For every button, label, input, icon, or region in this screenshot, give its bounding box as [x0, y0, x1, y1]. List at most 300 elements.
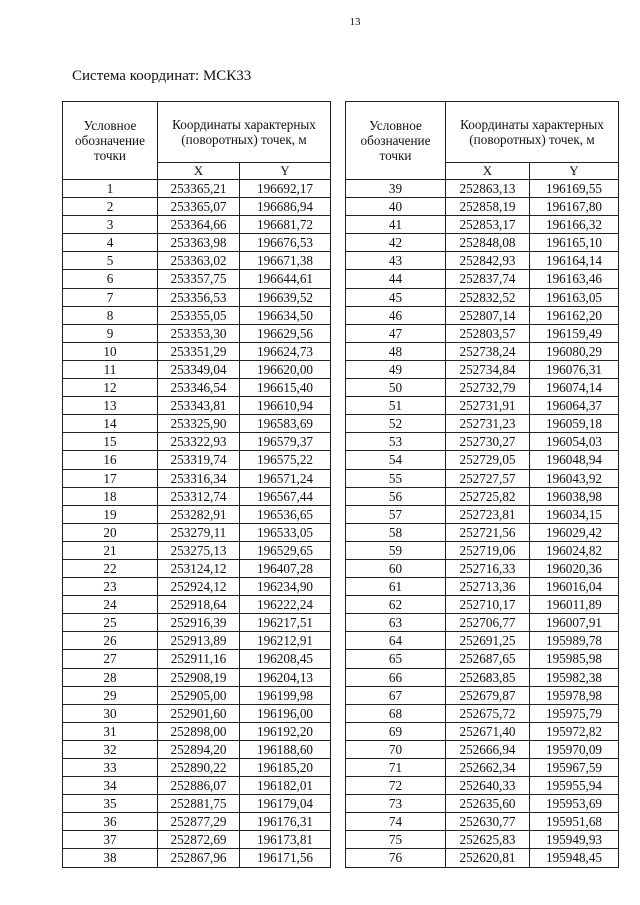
table-row	[346, 379, 619, 397]
table-row	[63, 614, 331, 632]
point-number-cell: 67	[346, 686, 446, 704]
point-number-cell: 17	[63, 469, 158, 487]
point-number-cell: 64	[346, 632, 446, 650]
y-coordinate-cell: 196188,60	[240, 740, 331, 758]
x-coordinate-cell: 253279,11	[158, 523, 240, 541]
point-number-cell: 37	[63, 831, 158, 849]
y-coordinate-cell: 196692,17	[240, 180, 331, 198]
x-coordinate-cell: 252640,33	[446, 777, 530, 795]
table-row	[346, 831, 619, 849]
x-coordinate-cell: 252863,13	[446, 180, 530, 198]
x-coordinate-cell: 252842,93	[446, 252, 530, 270]
x-coordinate-cell: 253319,74	[158, 451, 240, 469]
point-number-cell: 13	[63, 397, 158, 415]
point-number-cell: 5	[63, 252, 158, 270]
table-row	[346, 324, 619, 342]
x-coordinate-cell: 252719,06	[446, 541, 530, 559]
y-column-header: Y	[530, 163, 619, 180]
y-coordinate-cell: 196173,81	[240, 831, 331, 849]
y-coordinate-cell: 196533,05	[240, 523, 331, 541]
point-label-header: Условное обозначение точки	[346, 102, 446, 180]
point-number-cell: 40	[346, 198, 446, 216]
x-coordinate-cell: 253353,30	[158, 324, 240, 342]
coordinates-table-right-body	[346, 180, 619, 868]
point-number-cell: 34	[63, 777, 158, 795]
x-coordinate-cell: 252716,33	[446, 559, 530, 577]
point-number-cell: 55	[346, 469, 446, 487]
table-row	[63, 722, 331, 740]
y-coordinate-cell: 196217,51	[240, 614, 331, 632]
table-row	[63, 397, 331, 415]
x-coordinate-cell: 252620,81	[446, 849, 530, 867]
y-coordinate-cell: 196038,98	[530, 487, 619, 505]
y-coordinate-cell: 196671,38	[240, 252, 331, 270]
table-row	[346, 288, 619, 306]
table-row	[63, 360, 331, 378]
y-coordinate-cell: 195955,94	[530, 777, 619, 795]
x-coordinate-cell: 252683,85	[446, 668, 530, 686]
table-row	[346, 632, 619, 650]
y-coordinate-cell: 196629,56	[240, 324, 331, 342]
y-coordinate-cell: 196167,80	[530, 198, 619, 216]
table-row	[63, 578, 331, 596]
point-number-cell: 9	[63, 324, 158, 342]
x-coordinate-cell: 252635,60	[446, 795, 530, 813]
point-number-cell: 65	[346, 650, 446, 668]
x-coordinate-cell: 252691,25	[446, 632, 530, 650]
x-coordinate-cell: 252731,91	[446, 397, 530, 415]
y-coordinate-cell: 195953,69	[530, 795, 619, 813]
point-label-header: Условное обозначение точки	[63, 102, 158, 180]
y-coordinate-cell: 195967,59	[530, 759, 619, 777]
x-coordinate-cell: 252679,87	[446, 686, 530, 704]
y-coordinate-cell: 196610,94	[240, 397, 331, 415]
y-coordinate-cell: 196212,91	[240, 632, 331, 650]
y-coordinate-cell: 196059,18	[530, 415, 619, 433]
x-coordinate-cell: 253363,02	[158, 252, 240, 270]
y-coordinate-cell: 196567,44	[240, 487, 331, 505]
table-row	[63, 342, 331, 360]
x-coordinate-cell: 252727,57	[446, 469, 530, 487]
point-number-cell: 11	[63, 360, 158, 378]
x-coordinate-cell: 253343,81	[158, 397, 240, 415]
y-coordinate-cell: 195972,82	[530, 722, 619, 740]
table-row	[346, 342, 619, 360]
table-row	[346, 451, 619, 469]
x-coordinate-cell: 252905,00	[158, 686, 240, 704]
y-coordinate-cell: 196639,52	[240, 288, 331, 306]
y-coordinate-cell: 196634,50	[240, 306, 331, 324]
table-row	[346, 722, 619, 740]
x-coordinate-cell: 252713,36	[446, 578, 530, 596]
x-coordinate-cell: 252721,56	[446, 523, 530, 541]
y-coordinate-cell: 195948,45	[530, 849, 619, 867]
table-row	[63, 813, 331, 831]
x-coordinate-cell: 252706,77	[446, 614, 530, 632]
x-coordinate-cell: 252725,82	[446, 487, 530, 505]
table-row	[63, 505, 331, 523]
y-coordinate-cell: 196571,24	[240, 469, 331, 487]
y-coordinate-cell: 196074,14	[530, 379, 619, 397]
x-coordinate-cell: 253351,29	[158, 342, 240, 360]
y-coordinate-cell: 196165,10	[530, 234, 619, 252]
table-row	[346, 306, 619, 324]
point-number-cell: 26	[63, 632, 158, 650]
y-coordinate-cell: 196163,05	[530, 288, 619, 306]
point-number-cell: 7	[63, 288, 158, 306]
table-row	[346, 559, 619, 577]
point-number-cell: 58	[346, 523, 446, 541]
table-row	[346, 578, 619, 596]
x-coordinate-cell: 252710,17	[446, 596, 530, 614]
point-number-cell: 49	[346, 360, 446, 378]
y-coordinate-cell: 196054,03	[530, 433, 619, 451]
point-number-cell: 56	[346, 487, 446, 505]
y-coordinate-cell: 196234,90	[240, 578, 331, 596]
y-coordinate-cell: 196029,42	[530, 523, 619, 541]
point-number-cell: 3	[63, 216, 158, 234]
x-coordinate-cell: 252837,74	[446, 270, 530, 288]
x-coordinate-cell: 253365,21	[158, 180, 240, 198]
x-coordinate-cell: 252723,81	[446, 505, 530, 523]
x-coordinate-cell: 253282,91	[158, 505, 240, 523]
y-coordinate-cell: 195970,09	[530, 740, 619, 758]
point-number-cell: 66	[346, 668, 446, 686]
point-number-cell: 75	[346, 831, 446, 849]
y-coordinate-cell: 196034,15	[530, 505, 619, 523]
point-number-cell: 41	[346, 216, 446, 234]
y-coordinate-cell: 196162,20	[530, 306, 619, 324]
x-coordinate-cell: 252881,75	[158, 795, 240, 813]
point-number-cell: 33	[63, 759, 158, 777]
x-coordinate-cell: 253316,34	[158, 469, 240, 487]
table-row	[63, 433, 331, 451]
table-row	[63, 759, 331, 777]
y-coordinate-cell: 196064,37	[530, 397, 619, 415]
table-row	[63, 415, 331, 433]
x-coordinate-cell: 252662,34	[446, 759, 530, 777]
table-row	[346, 397, 619, 415]
point-number-cell: 61	[346, 578, 446, 596]
x-coordinate-cell: 252911,16	[158, 650, 240, 668]
x-coordinate-cell: 253357,75	[158, 270, 240, 288]
y-coordinate-cell: 195949,93	[530, 831, 619, 849]
y-coordinate-cell: 196536,65	[240, 505, 331, 523]
x-coordinate-cell: 253275,13	[158, 541, 240, 559]
point-number-cell: 74	[346, 813, 446, 831]
table-row	[346, 849, 619, 867]
table-row	[346, 487, 619, 505]
y-coordinate-cell: 196199,98	[240, 686, 331, 704]
table-row	[63, 668, 331, 686]
point-number-cell: 43	[346, 252, 446, 270]
point-number-cell: 2	[63, 198, 158, 216]
table-row	[346, 216, 619, 234]
table-row	[63, 216, 331, 234]
y-coordinate-cell: 196208,45	[240, 650, 331, 668]
x-coordinate-cell: 253325,90	[158, 415, 240, 433]
table-row	[63, 270, 331, 288]
y-coordinate-cell: 196644,61	[240, 270, 331, 288]
x-coordinate-cell: 253356,53	[158, 288, 240, 306]
y-coordinate-cell: 196681,72	[240, 216, 331, 234]
point-number-cell: 57	[346, 505, 446, 523]
x-coordinate-cell: 252832,52	[446, 288, 530, 306]
point-number-cell: 14	[63, 415, 158, 433]
point-number-cell: 72	[346, 777, 446, 795]
x-coordinate-cell: 252890,22	[158, 759, 240, 777]
y-coordinate-cell: 196163,46	[530, 270, 619, 288]
point-number-cell: 53	[346, 433, 446, 451]
x-coordinate-cell: 252867,96	[158, 849, 240, 867]
x-coordinate-cell: 253124,12	[158, 559, 240, 577]
point-number-cell: 16	[63, 451, 158, 469]
table-row	[63, 541, 331, 559]
point-number-cell: 35	[63, 795, 158, 813]
x-coordinate-cell: 252803,57	[446, 324, 530, 342]
y-coordinate-cell: 196676,53	[240, 234, 331, 252]
point-number-cell: 24	[63, 596, 158, 614]
point-number-cell: 51	[346, 397, 446, 415]
y-coordinate-cell: 196179,04	[240, 795, 331, 813]
y-coordinate-cell: 196007,91	[530, 614, 619, 632]
point-number-cell: 15	[63, 433, 158, 451]
y-coordinate-cell: 196185,20	[240, 759, 331, 777]
point-number-cell: 4	[63, 234, 158, 252]
x-coordinate-cell: 253364,66	[158, 216, 240, 234]
point-number-cell: 38	[63, 849, 158, 867]
point-number-cell: 52	[346, 415, 446, 433]
point-number-cell: 42	[346, 234, 446, 252]
point-number-cell: 44	[346, 270, 446, 288]
y-coordinate-cell: 196196,00	[240, 704, 331, 722]
x-coordinate-cell: 252675,72	[446, 704, 530, 722]
table-row	[346, 795, 619, 813]
table-row	[346, 813, 619, 831]
table-row	[346, 505, 619, 523]
table-row	[63, 469, 331, 487]
table-row	[63, 740, 331, 758]
table-row	[63, 596, 331, 614]
y-coordinate-cell: 196686,94	[240, 198, 331, 216]
y-coordinate-cell: 196182,01	[240, 777, 331, 795]
y-coordinate-cell: 196016,04	[530, 578, 619, 596]
x-coordinate-cell: 253365,07	[158, 198, 240, 216]
y-coordinate-cell: 196011,89	[530, 596, 619, 614]
x-coordinate-cell: 253346,54	[158, 379, 240, 397]
table-row	[346, 198, 619, 216]
y-coordinate-cell: 196624,73	[240, 342, 331, 360]
x-coordinate-cell: 252858,19	[446, 198, 530, 216]
y-coordinate-cell: 196024,82	[530, 541, 619, 559]
table-row	[346, 596, 619, 614]
table-row	[63, 795, 331, 813]
x-coordinate-cell: 252630,77	[446, 813, 530, 831]
y-column-header: Y	[240, 163, 331, 180]
table-row	[63, 559, 331, 577]
y-coordinate-cell: 196620,00	[240, 360, 331, 378]
coords-label-header: Координаты характерных (поворотных) точек, м	[446, 102, 619, 163]
y-coordinate-cell: 196159,49	[530, 324, 619, 342]
x-coordinate-cell: 252872,69	[158, 831, 240, 849]
y-coordinate-cell: 195951,68	[530, 813, 619, 831]
point-number-cell: 62	[346, 596, 446, 614]
point-number-cell: 50	[346, 379, 446, 397]
point-number-cell: 76	[346, 849, 446, 867]
y-coordinate-cell: 195975,79	[530, 704, 619, 722]
point-number-cell: 19	[63, 505, 158, 523]
x-coordinate-cell: 252918,64	[158, 596, 240, 614]
y-coordinate-cell: 196579,37	[240, 433, 331, 451]
point-number-cell: 60	[346, 559, 446, 577]
x-coordinate-cell: 253355,05	[158, 306, 240, 324]
point-number-cell: 32	[63, 740, 158, 758]
x-coordinate-cell: 252729,05	[446, 451, 530, 469]
x-coordinate-cell: 252732,79	[446, 379, 530, 397]
page-number: 13	[349, 16, 361, 28]
x-coordinate-cell: 252848,08	[446, 234, 530, 252]
table-row	[346, 541, 619, 559]
point-number-cell: 45	[346, 288, 446, 306]
y-coordinate-cell: 196192,20	[240, 722, 331, 740]
table-row	[346, 180, 619, 198]
table-row	[63, 379, 331, 397]
coordinates-table-right	[345, 101, 619, 868]
y-coordinate-cell: 196583,69	[240, 415, 331, 433]
point-number-cell: 39	[346, 180, 446, 198]
table-row	[63, 831, 331, 849]
coordinates-table-left-body	[63, 180, 331, 868]
table-row	[63, 306, 331, 324]
x-coordinate-cell: 252671,40	[446, 722, 530, 740]
y-coordinate-cell: 196176,31	[240, 813, 331, 831]
table-row	[346, 668, 619, 686]
table-row	[63, 487, 331, 505]
point-number-cell: 47	[346, 324, 446, 342]
point-number-cell: 68	[346, 704, 446, 722]
y-coordinate-cell: 196166,32	[530, 216, 619, 234]
x-coordinate-cell: 252625,83	[446, 831, 530, 849]
table-row	[63, 451, 331, 469]
x-coordinate-cell: 252916,39	[158, 614, 240, 632]
y-coordinate-cell: 196076,31	[530, 360, 619, 378]
x-coordinate-cell: 252908,19	[158, 668, 240, 686]
x-coordinate-cell: 252913,89	[158, 632, 240, 650]
x-coordinate-cell: 252807,14	[446, 306, 530, 324]
point-number-cell: 12	[63, 379, 158, 397]
coordinates-table-left	[62, 101, 331, 868]
x-coordinate-cell: 252738,24	[446, 342, 530, 360]
y-coordinate-cell: 195978,98	[530, 686, 619, 704]
table-row	[346, 686, 619, 704]
point-number-cell: 46	[346, 306, 446, 324]
y-coordinate-cell: 196048,94	[530, 451, 619, 469]
table-row	[346, 234, 619, 252]
point-number-cell: 1	[63, 180, 158, 198]
table-row	[346, 777, 619, 795]
table-row	[346, 252, 619, 270]
x-coordinate-cell: 252687,65	[446, 650, 530, 668]
y-coordinate-cell: 196222,24	[240, 596, 331, 614]
point-number-cell: 30	[63, 704, 158, 722]
table-row	[63, 523, 331, 541]
x-coordinate-cell: 253363,98	[158, 234, 240, 252]
y-coordinate-cell: 196529,65	[240, 541, 331, 559]
point-number-cell: 69	[346, 722, 446, 740]
table-row	[346, 704, 619, 722]
table-row	[346, 469, 619, 487]
y-coordinate-cell: 196615,40	[240, 379, 331, 397]
table-row	[346, 270, 619, 288]
point-number-cell: 23	[63, 578, 158, 596]
point-number-cell: 36	[63, 813, 158, 831]
table-row	[346, 415, 619, 433]
point-number-cell: 31	[63, 722, 158, 740]
point-number-cell: 6	[63, 270, 158, 288]
y-coordinate-cell: 196169,55	[530, 180, 619, 198]
x-coordinate-cell: 252731,23	[446, 415, 530, 433]
y-coordinate-cell: 196164,14	[530, 252, 619, 270]
point-number-cell: 63	[346, 614, 446, 632]
point-number-cell: 70	[346, 740, 446, 758]
x-column-header: X	[158, 163, 240, 180]
y-coordinate-cell: 195985,98	[530, 650, 619, 668]
x-coordinate-cell: 252924,12	[158, 578, 240, 596]
y-coordinate-cell: 195989,78	[530, 632, 619, 650]
x-coordinate-cell: 252877,29	[158, 813, 240, 831]
point-number-cell: 48	[346, 342, 446, 360]
point-number-cell: 29	[63, 686, 158, 704]
point-number-cell: 27	[63, 650, 158, 668]
y-coordinate-cell: 196171,56	[240, 849, 331, 867]
y-coordinate-cell: 196020,36	[530, 559, 619, 577]
y-coordinate-cell: 196080,29	[530, 342, 619, 360]
point-number-cell: 73	[346, 795, 446, 813]
coords-label-header: Координаты характерных (поворотных) точек, м	[158, 102, 331, 163]
table-row	[63, 180, 331, 198]
table-row	[346, 650, 619, 668]
x-coordinate-cell: 252734,84	[446, 360, 530, 378]
x-coordinate-cell: 253312,74	[158, 487, 240, 505]
table-row	[63, 849, 331, 867]
table-row	[63, 777, 331, 795]
table-row	[63, 288, 331, 306]
x-coordinate-cell: 252898,00	[158, 722, 240, 740]
y-coordinate-cell: 195982,38	[530, 668, 619, 686]
table-row	[63, 632, 331, 650]
table-row	[63, 198, 331, 216]
table-row	[346, 740, 619, 758]
table-row	[63, 704, 331, 722]
point-number-cell: 21	[63, 541, 158, 559]
coordinate-system-title: Система координат: МСК33	[72, 68, 252, 84]
table-row	[346, 523, 619, 541]
point-number-cell: 25	[63, 614, 158, 632]
point-number-cell: 71	[346, 759, 446, 777]
point-number-cell: 28	[63, 668, 158, 686]
point-number-cell: 10	[63, 342, 158, 360]
table-row	[346, 433, 619, 451]
table-row	[346, 360, 619, 378]
point-number-cell: 20	[63, 523, 158, 541]
table-row	[63, 650, 331, 668]
point-number-cell: 59	[346, 541, 446, 559]
table-row	[346, 614, 619, 632]
point-number-cell: 8	[63, 306, 158, 324]
point-number-cell: 18	[63, 487, 158, 505]
table-row	[63, 324, 331, 342]
y-coordinate-cell: 196575,22	[240, 451, 331, 469]
